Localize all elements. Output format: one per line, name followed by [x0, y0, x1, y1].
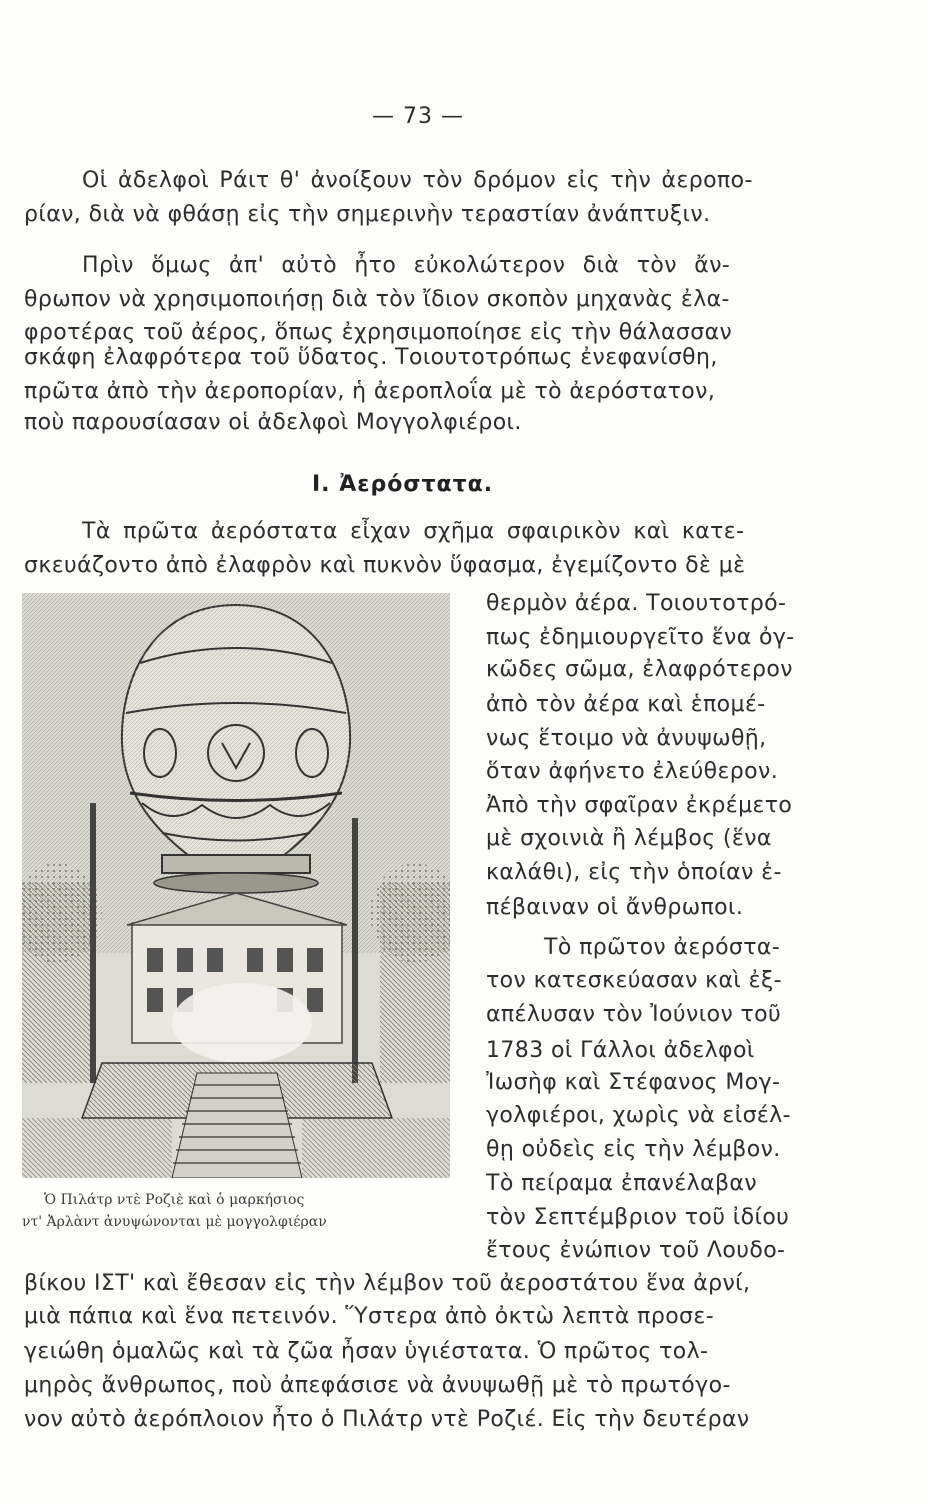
text-line: ἀπὸ τὸν ἀέρα καὶ ἑπομέ-: [486, 692, 766, 717]
text-line: Ἰωσὴφ καὶ Στέφανος Μογ-: [486, 1070, 781, 1095]
text-line: ρίαν, διὰ νὰ φθάσῃ εἰς τὴν σημερινὴν τεραστίαν ἀνάπτυξιν.: [24, 202, 711, 227]
text-line: μιὰ πάπια καὶ ἕνα πετεινόν. Ὕστερα ἀπὸ ὀκτὼ λεπτὰ προσε-: [24, 1304, 715, 1329]
text-line: πέβαιναν οἱ ἄνθρωποι.: [486, 895, 744, 920]
balloon-engraving-drawing: [22, 593, 450, 1178]
page-number: — 73 —: [372, 104, 464, 129]
text-line: βίκου ΙΣΤ' καὶ ἔθεσαν εἰς τὴν λέμβον τοῦ ἀεροστάτου ἕνα ἀρνί,: [24, 1271, 751, 1296]
text-line: τὸν Σεπτέμβριον τοῦ ἰδίου: [486, 1205, 790, 1230]
text-line: ὅταν ἀφήνετο ἐλεύθερον.: [486, 759, 779, 784]
text-line: Τὸ πείραμα ἐπανέλαβαν: [486, 1171, 758, 1196]
text-line: γειώθη ὁμαλῶς καὶ τὰ ζῶα ἦσαν ὑγιέστατα. Ὁ πρῶτος τολ-: [24, 1339, 709, 1364]
text-line: σκάφη ἐλαφρότερα τοῦ ὕδατος. Τοιουτοτρόπως ἐνεφανίσθη,: [24, 345, 718, 370]
text-line: Τὰ πρῶτα ἀερόστατα εἶχαν σχῆμα σφαιρικὸν καὶ κατε-: [82, 519, 745, 544]
text-line: Πρὶν ὅμως ἀπ' αὐτὸ ἦτο εὐκολώτερον διὰ τὸν ἄν-: [82, 253, 731, 278]
text-line: πως ἐδημιουργεῖτο ἕνα ὀγ-: [486, 625, 795, 650]
text-line: φροτέρας τοῦ ἀέρος, ὅπως ἐχρησιμοποίησε εἰς τὴν θάλασσαν: [24, 320, 733, 345]
text-line: θερμὸν ἀέρα. Τοιουτοτρό-: [486, 591, 787, 616]
text-line: γολφιέροι, χωρὶς νὰ εἰσέλ-: [486, 1103, 791, 1128]
text-line: Τὸ πρῶτον ἀερόστα-: [544, 935, 781, 960]
text-line: ἔτους ἐνώπιον τοῦ Λουδο-: [486, 1238, 786, 1263]
text-line: απέλυσαν τὸν Ἰούνιον τοῦ: [486, 1002, 782, 1027]
figure-caption: ντ' Ἀρλὰντ ἀνυψώνονται μὲ μογγολφιέραν: [22, 1214, 327, 1230]
text-line: κῶδες σῶμα, ἐλαφρότερον: [486, 657, 793, 682]
text-line: μηρὸς ἄνθρωπος, ποὺ ἀπεφάσισε νὰ ἀνυψωθῇ μὲ τὸ πρωτόγο-: [24, 1373, 731, 1398]
text-line: καλάθι), εἰς τὴν ὁποίαν ἐ-: [486, 860, 782, 885]
section-heading: Ι. Ἀερόστατα.: [312, 472, 494, 497]
text-line: σκευάζοντο ἀπὸ ἐλαφρὸν καὶ πυκνὸν ὕφασμα, ἐγεμίζοντο δὲ μὲ: [24, 553, 746, 578]
text-line: θῃ οὐδεὶς εἰς τὴν λέμβον.: [486, 1137, 781, 1162]
text-line: νως ἕτοιμο νὰ ἀνυψωθῇ,: [486, 726, 767, 751]
text-line: Οἱ ἀδελφοὶ Ράιτ θ' ἀνοίξουν τὸν δρόμον εἰς τὴν ἀεροπο-: [82, 168, 753, 193]
text-line: 1783 οἱ Γάλλοι ἀδελφοὶ: [486, 1038, 755, 1063]
text-line: Ἀπὸ τὴν σφαῖραν ἐκρέμετο: [486, 793, 793, 818]
text-line: τον κατεσκεύασαν καὶ ἐξ-: [486, 968, 782, 993]
balloon-engraving: [22, 593, 450, 1178]
text-line: ποὺ παρουσίασαν οἱ ἀδελφοὶ Μογγολφιέροι.: [24, 410, 522, 435]
text-line: πρῶτα ἀπὸ τὴν ἀεροπορίαν, ἡ ἀεροπλοΐα μὲ τὸ ἀερόστατον,: [24, 379, 716, 404]
figure-caption: Ὁ Πιλάτρ ντὲ Ροζιὲ καὶ ὁ μαρκήσιος: [44, 1192, 305, 1208]
text-line: νον αὐτὸ ἀερόπλοιον ἦτο ὁ Πιλάτρ ντὲ Ροζιέ. Εἰς τὴν δευτέραν: [24, 1407, 750, 1432]
text-line: θρωπον νὰ χρησιμοποιήσῃ διὰ τὸν ἴδιον σκοπὸν μηχανὰς ἐλα-: [24, 287, 730, 312]
text-line: μὲ σχοινιὰ ἢ λέμβος (ἕνα: [486, 826, 772, 851]
